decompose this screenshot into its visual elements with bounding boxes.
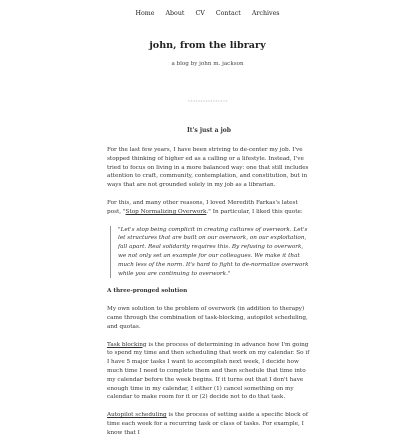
- nav-archives-link[interactable]: Archives: [251, 10, 280, 17]
- decorative-divider: [188, 100, 228, 102]
- nav-about-link[interactable]: About: [165, 10, 185, 17]
- post-paragraph-autopilot: [107, 411, 311, 437]
- autopilot-scheduling-link[interactable]: Autopilot scheduling: [107, 412, 167, 419]
- site-tagline: a blog by john m. jackson: [171, 61, 244, 67]
- top-navigation: [0, 9, 415, 18]
- section-heading: A three-pronged solution: [107, 288, 188, 295]
- site-title[interactable]: john, from the library: [149, 40, 266, 51]
- paragraph-text: is the process of determining in advance how I'm going to spend my time and then scheduling that work on my calendar. So if I have 5 major tasks I want to accomplish next week, I decide how much time I need to complete them and then schedule that time into my calendar before the week begins. If it turns out that I don't have enough time in my calendar, I either (1) cancel something on my calendar to make room for it or (2) decide not to do that task.: [107, 341, 310, 401]
- stop-normalizing-overwork-link[interactable]: Stop Normalizing Overwork: [125, 208, 207, 215]
- post-paragraph-solution: My own solution to the problem of overwork (in addition to therapy) came through the combination of task-blocking, autopilot scheduling, and quotas.: [107, 306, 308, 330]
- post-paragraph-farkas: [107, 199, 311, 217]
- paragraph-text: is the process of setting aside a specific block of time each week for a recurring task or class of tasks. For example, I know that I: [107, 412, 308, 436]
- post-paragraph-intro: For the last few years, I have been striving to de-center my job. I've stopped thinking of higher ed as a calling or a lifestyle. Instead, I've tried to focus on living in a more balanced way: one that still includes attention to craft, community, contemplation, and constitution, but in ways that are not grounded solely in my job as a librarian.: [107, 147, 309, 189]
- nav-contact-link[interactable]: Contact: [215, 10, 241, 17]
- post-paragraph-task-blocking: [107, 341, 311, 403]
- post-article: [107, 126, 311, 447]
- task-blocking-link[interactable]: Task blocking: [107, 341, 147, 348]
- nav-home-link[interactable]: Home: [135, 10, 155, 17]
- paragraph-text: ." In particular, I liked this quote:: [206, 208, 303, 215]
- post-title[interactable]: It's just a job: [187, 127, 231, 134]
- nav-cv-link[interactable]: CV: [195, 10, 205, 17]
- post-blockquote: "Let's stop being complicit in creating cultures of overwork. Let's let structures that are built on our overwork, on our exploitation, fall apart. Real solidarity requires this. By refusing to overwork, we not only set an example for our colleagues. We make it that much less of the norm. It's hard to fight to de-normalize overwork while you are continuing to overwork.": [110, 226, 311, 279]
- paragraph-text: For this, and many other reasons, I loved Meredith Farkas's latest post, ": [107, 199, 298, 215]
